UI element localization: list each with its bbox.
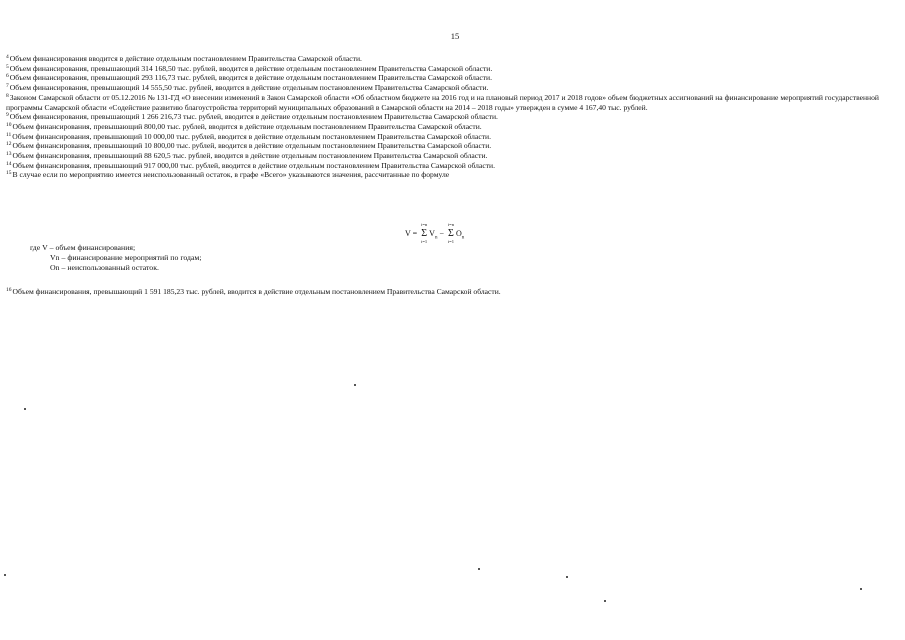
footnote-text: Объем финансирования, превышающий 14 555,50 тыс. рублей, вводится в действие отдельным постановлением Правительства Самарской области.: [9, 83, 489, 93]
footnote-mark: 16: [6, 287, 12, 293]
scan-speck: [4, 574, 6, 576]
sum-lower-limit: i=1: [421, 239, 428, 244]
footnote-16: [6, 287, 501, 296]
definition-intro: где V – объем финансирования;: [30, 243, 136, 252]
footnote-mark: 11: [6, 131, 12, 138]
footnote-14: [6, 161, 886, 171]
footnote-10: [6, 122, 886, 132]
definition-vn: Vn – финансирование мероприятий по годам;: [50, 253, 202, 263]
footnotes-list: [6, 54, 886, 180]
footnote-mark: 7: [6, 83, 9, 90]
footnote-12: [6, 141, 886, 151]
scan-speck: [566, 576, 568, 578]
formula-term: V: [429, 229, 435, 238]
scan-speck: [860, 588, 862, 590]
formula-lhs: V: [405, 229, 411, 238]
scan-speck: [478, 568, 480, 570]
page-number: 15: [450, 31, 460, 41]
footnote-text: Объем финансирования, превышающий 314 168,50 тыс. рублей, вводится в действие отдельным постановлением Правительства Самарской области.: [9, 63, 493, 73]
footnote-mark: 8: [6, 92, 9, 99]
footnote-text: Объем финансирования, превышающий 88 620,5 тыс. рублей, вводится в действие отдельным постановлением Правительства Самарской области.: [12, 151, 488, 161]
footnote-text: Объем финансирования, превышающий 10 000,00 тыс. рублей, вводится в действие отдельным постановлением Правительства Самарской области.: [12, 131, 491, 141]
sum-upper-limit: i=n: [447, 222, 454, 227]
footnote-text: Объем финансирования вводится в действие отдельным постановлением Правительства Самарской области.: [9, 54, 362, 63]
volume-formula: [405, 222, 465, 244]
sum-operator: i=n Σ i=1: [421, 222, 428, 244]
footnote-mark: 6: [6, 73, 9, 80]
footnote-7: [6, 83, 886, 93]
footnote-mark: 4: [6, 54, 9, 60]
footnote-text: Объем финансирования, превышающий 293 116,73 тыс. рублей, вводится в действие отдельным постановлением Правительства Самарской области.: [9, 73, 492, 83]
footnote-9: [6, 112, 886, 122]
footnote-text: Объем финансирования, превышающий 10 800,00 тыс. рублей, вводится в действие отдельным постановлением Правительства Самарской области.: [12, 141, 492, 151]
minus-sign: −: [439, 229, 444, 238]
footnote-mark: 13: [6, 151, 12, 158]
footnote-mark: 5: [6, 63, 9, 70]
footnote-mark: 14: [6, 160, 12, 167]
footnote-mark: 12: [6, 141, 12, 148]
footnote-text: Объем финансирования, превышающий 1 266 216,73 тыс. рублей, вводится в действие отдельным постановлением Правительства Самарской области.: [9, 112, 498, 122]
footnote-8: [6, 93, 886, 112]
footnote-text: Объем финансирования, превышающий 800,00 тыс. рублей, вводится в действие отдельным постановлением Правительства Самарской области.: [12, 121, 482, 131]
formula-subscript: n: [461, 235, 465, 241]
scan-speck: [354, 384, 356, 386]
footnote-mark: 9: [6, 112, 9, 119]
footnote-5: [6, 64, 886, 74]
sum-operator: i=n Σ i=1: [447, 222, 454, 244]
definition-on: On – неиспользованный остаток.: [50, 263, 159, 273]
equals-sign: =: [412, 229, 418, 238]
footnote-mark: 15: [6, 170, 12, 177]
scan-speck: [604, 600, 606, 602]
scan-speck: [24, 408, 26, 410]
sum-upper-limit: i=n: [421, 222, 428, 227]
footnote-15: [6, 170, 886, 180]
formula-definitions: [30, 243, 202, 274]
sum-lower-limit: i=1: [447, 239, 454, 244]
footnote-11: [6, 132, 886, 142]
footnote-6: [6, 73, 886, 83]
footnote-text: Объем финансирования, превышающий 1 591 185,23 тыс. рублей, вводится в действие отдельным постановлением Правительства Самарской области.: [12, 287, 501, 296]
footnote-text: Законом Самарской области от 05.12.2016 № 131-ГД «О внесении изменений в Закон Самарской области «Об областном бюджете на 2016 год и на плановый период 2017 и 2018 годов» объем бюджетных ассигнований на финансирование мероприятий государственной программы Самарской области «Содействие развитию благоустройства территорий муниципальных образований в Самарской области на 2014 – 2018 годы» утвержден в сумме 4 167,40 тыс. рублей.: [6, 92, 879, 112]
footnote-4: [6, 54, 886, 64]
footnote-13: [6, 151, 886, 161]
formula-subscript: n: [434, 235, 438, 241]
footnote-mark: 10: [6, 121, 12, 128]
footnote-text: В случае если по мероприятию имеется неиспользованный остаток, в графе «Всего» указываются значения, рассчитанные по формуле: [12, 170, 450, 180]
formula-term: O: [455, 229, 462, 238]
footnote-text: Объем финансирования, превышающий 917 000,00 тыс. рублей, вводится в действие отдельным постановлением Правительства Самарской области.: [12, 160, 495, 170]
